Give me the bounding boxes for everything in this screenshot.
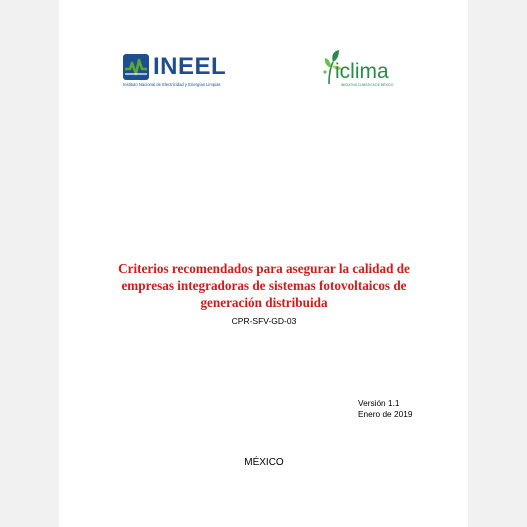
document-title: Criterios recomendados para asegurar la calidad de empresas integradoras de sistemas fotovoltaicos de generación distribuida [118, 261, 410, 310]
version-number: Versión 1.1 [358, 398, 400, 408]
iclima-wordmark: iclima [335, 60, 389, 83]
iclima-logo [321, 48, 401, 92]
ineel-subtitle: Instituto Nacional de Electricidad y Energías Limpias [123, 82, 221, 87]
iclima-subtitle: INICIATIVA CLIMÁTICA DE MÉXICO [341, 83, 394, 87]
version-block [358, 398, 412, 420]
document-code: CPR-SFV-GD-03 [231, 316, 297, 326]
country-label: MÉXICO [244, 457, 284, 468]
version-date: Enero de 2019 [358, 409, 413, 419]
ineel-wordmark: INEEL [153, 53, 227, 80]
document-page [59, 0, 468, 527]
ineel-mark-icon [123, 54, 149, 80]
ineel-logo [123, 52, 283, 92]
